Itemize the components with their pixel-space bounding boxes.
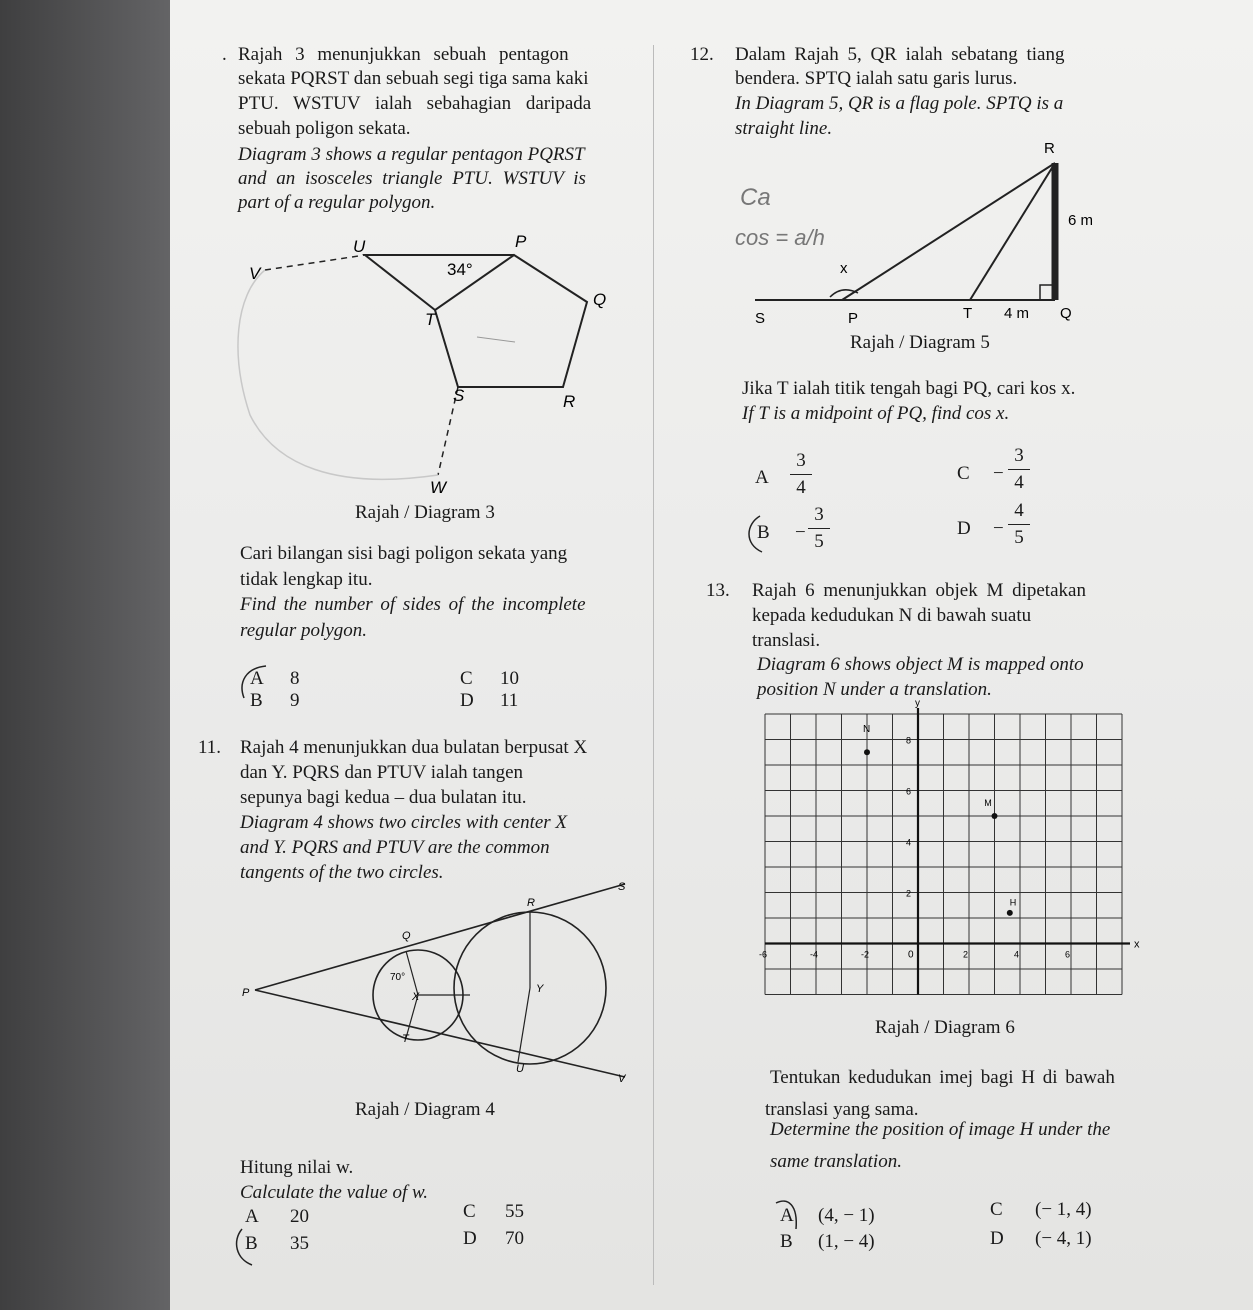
- q10-option-c-letter[interactable]: C: [460, 668, 473, 689]
- q10-line-ms-2: sekata PQRST dan sebuah segi tiga sama kaki: [238, 68, 589, 89]
- label-u4: U: [516, 1063, 524, 1075]
- q11-option-b-value: 35: [290, 1233, 309, 1254]
- q13-question-en-1: Determine the position of image H under the: [770, 1119, 1111, 1140]
- label-s5: S: [755, 310, 766, 327]
- y-tick-label: 6: [906, 786, 912, 797]
- q13-option-c-letter[interactable]: C: [990, 1199, 1003, 1220]
- q10-line-en-2: and an isosceles triangle PTU. WSTUV is: [238, 168, 586, 189]
- q12-question-ms: Jika T ialah titik tengah bagi PQ, cari kos x.: [742, 378, 1076, 399]
- diagram-5: [730, 135, 1110, 330]
- label-w: W: [430, 478, 447, 497]
- q11-option-a-letter[interactable]: A: [245, 1206, 259, 1227]
- q11-line-ms-2: dan Y. PQRS dan PTUV ialah tangen: [240, 762, 524, 783]
- label-r: R: [563, 392, 576, 411]
- diagram-4: [240, 872, 640, 1087]
- q13-line-ms-2: kepada kedudukan N di bawah suatu: [752, 605, 1032, 626]
- q11-question-ms: Hitung nilai w.: [240, 1157, 354, 1178]
- q12-option-b-num: 3: [814, 504, 824, 525]
- q13-option-b-value: (1, − 4): [818, 1231, 875, 1252]
- q10-line-en-1: Diagram 3 shows a regular pentagon PQRST: [238, 144, 585, 165]
- label-r5: R: [1044, 140, 1055, 157]
- q10-question-en-2: regular polygon.: [240, 620, 368, 641]
- label-t4: T: [402, 1033, 409, 1045]
- q12-option-d-sign: −: [993, 518, 1004, 539]
- y-tick-label: 2: [906, 888, 912, 899]
- answer-mark-b12: [742, 512, 782, 557]
- label-s: S: [453, 386, 465, 405]
- q12-option-b-den: 5: [814, 531, 824, 552]
- q11-line-ms-1: Rajah 4 menunjukkan dua bulatan berpusat X: [240, 737, 588, 758]
- q11-option-d-value: 70: [505, 1228, 524, 1249]
- answer-mark-b: [230, 1225, 270, 1270]
- q12-line-ms-1: Dalam Rajah 5, QR ialah sebatang tiang: [735, 44, 1065, 65]
- label-base: 4 m: [1004, 305, 1030, 322]
- axis-label-x: x: [1134, 938, 1140, 951]
- label-q5: Q: [1060, 305, 1072, 322]
- q12-option-b-letter[interactable]: B: [757, 522, 770, 543]
- radius-xq: [406, 951, 418, 995]
- q12-option-a-fraction: [790, 450, 812, 499]
- q10-option-d-value: 11: [500, 690, 519, 711]
- q13-line-en-1: Diagram 6 shows object M is mapped onto: [757, 654, 1084, 675]
- x-tick-label: 2: [963, 949, 969, 960]
- q10-number: .: [222, 44, 227, 65]
- caption-diagram-5: Rajah / Diagram 5: [850, 332, 990, 353]
- x-tick-label: 4: [1014, 949, 1020, 960]
- point-m: [992, 813, 998, 819]
- q13-number: 13.: [706, 580, 730, 601]
- q12-question-en: If T is a midpoint of PQ, find cos x.: [742, 403, 1010, 424]
- q10-line-ms-3: PTU. WSTUV ialah sebahagian daripada: [238, 93, 592, 114]
- q13-option-c-value: (− 1, 4): [1035, 1199, 1092, 1220]
- q11-option-b-letter[interactable]: B: [245, 1233, 258, 1254]
- handwriting-cos: cos = a/h: [735, 225, 825, 250]
- q11-option-c-letter[interactable]: C: [463, 1201, 476, 1222]
- label-q: Q: [593, 290, 607, 309]
- q12-option-a-den: 4: [796, 477, 806, 498]
- label-x4: X: [412, 991, 420, 1003]
- q13-line-en-2: position N under a translation.: [757, 679, 992, 700]
- line-pr: [842, 163, 1055, 300]
- q11-option-c-value: 55: [505, 1201, 524, 1222]
- q11-option-d-letter[interactable]: D: [463, 1228, 477, 1249]
- q13-option-a-value: (4, − 1): [818, 1205, 875, 1226]
- q12-line-en-2: straight line.: [735, 118, 833, 139]
- q12-option-c-den: 4: [1014, 472, 1024, 493]
- label-angle-70: 70°: [390, 972, 406, 983]
- answer-mark-a13: [768, 1195, 808, 1235]
- label-v4: V: [618, 1073, 626, 1085]
- y-tick-label: 8: [906, 735, 912, 746]
- q13-option-a-letter[interactable]: A: [780, 1205, 794, 1226]
- label-u: U: [353, 237, 366, 256]
- point-n: [864, 749, 870, 755]
- q12-line-en-1: In Diagram 5, QR is a flag pole. SPTQ is a: [735, 93, 1064, 114]
- label-m6: M: [984, 797, 992, 808]
- dashed-vu: [265, 255, 365, 270]
- q10-question-en-1: Find the number of sides of the incomplete: [240, 594, 586, 615]
- y-tick-label: 4: [906, 837, 912, 848]
- q11-option-a-value: 20: [290, 1206, 309, 1227]
- q10-line-ms-1: Rajah 3 menunjukkan sebuah pentagon: [238, 44, 569, 65]
- x-tick-label: 6: [1065, 949, 1071, 960]
- label-r4: R: [527, 897, 535, 909]
- q10-option-c-value: 10: [500, 668, 519, 689]
- q13-line-ms-3: translasi.: [752, 630, 821, 651]
- q12-option-d-den: 5: [1014, 527, 1024, 548]
- line-tr: [970, 163, 1055, 300]
- caption-diagram-4: Rajah / Diagram 4: [355, 1099, 495, 1120]
- q11-line-en-2: and Y. PQRS and PTUV are the common: [240, 837, 550, 858]
- q12-option-c-letter[interactable]: C: [957, 463, 970, 484]
- q12-option-a-letter[interactable]: A: [755, 467, 769, 488]
- q12-option-c-fraction: [1008, 445, 1030, 494]
- q11-line-en-3: tangents of the two circles.: [240, 862, 444, 883]
- q12-option-a-num: 3: [796, 450, 806, 471]
- x-tick-label: -4: [810, 949, 819, 960]
- q11-line-ms-3: sepunya bagi kedua – dua bulatan itu.: [240, 787, 527, 808]
- diagram-3: [225, 225, 645, 505]
- q10-option-b-value: 9: [290, 690, 300, 711]
- axis-label-y: y: [915, 700, 920, 709]
- radius-yu: [518, 988, 530, 1062]
- label-p: P: [515, 232, 527, 251]
- polygon-outline: [238, 270, 438, 479]
- origin-label: 0: [908, 949, 914, 961]
- q10-option-b-letter[interactable]: B: [250, 690, 263, 711]
- q11-line-en-1: Diagram 4 shows two circles with center X: [240, 812, 568, 833]
- q10-option-a-letter[interactable]: A: [250, 668, 264, 689]
- label-h6: H: [1009, 897, 1017, 908]
- q10-question-ms-2: tidak lengkap itu.: [240, 569, 373, 590]
- q10-question-ms-1: Cari bilangan sisi bagi poligon sekata yang: [240, 543, 568, 564]
- label-y4: Y: [536, 983, 544, 995]
- q11-number: 11.: [198, 737, 222, 758]
- handwriting-ca: Ca: [740, 184, 771, 211]
- column-divider: [653, 45, 654, 1285]
- q12-number: 12.: [690, 44, 714, 65]
- q13-line-ms-1: Rajah 6 menunjukkan objek M dipetakan: [752, 580, 1086, 601]
- q10-line-ms-4: sebuah poligon sekata.: [238, 118, 411, 139]
- tangent-pqrs: [255, 884, 625, 990]
- caption-diagram-6: Rajah / Diagram 6: [875, 1017, 1015, 1038]
- label-s4: S: [618, 881, 626, 893]
- label-angle-34: 34°: [447, 260, 473, 279]
- q10-line-en-3: part of a regular polygon.: [238, 192, 436, 213]
- label-t5: T: [963, 305, 973, 322]
- angle-mark: [477, 337, 515, 342]
- diagram-6-grid: [755, 700, 1140, 1010]
- label-t: T: [425, 310, 436, 329]
- caption-diagram-3: Rajah / Diagram 3: [355, 502, 495, 523]
- q13-option-b-letter[interactable]: B: [780, 1231, 793, 1252]
- q11-question-en: Calculate the value of w.: [240, 1182, 429, 1203]
- x-tick-label: -2: [861, 949, 870, 960]
- q12-option-d-fraction: [1008, 500, 1030, 549]
- label-p4: P: [242, 987, 250, 999]
- triangle-ptu: [365, 255, 514, 310]
- q12-option-c-num: 3: [1014, 445, 1024, 466]
- q12-option-d-letter[interactable]: D: [957, 518, 971, 539]
- q13-question-ms-2: translasi yang sama.: [765, 1099, 919, 1120]
- point-h: [1007, 910, 1013, 916]
- label-p5: P: [848, 310, 859, 327]
- q13-option-d-letter[interactable]: D: [990, 1228, 1004, 1249]
- label-x5: x: [840, 260, 848, 277]
- q12-line-ms-2: bendera. SPTQ ialah satu garis lurus.: [735, 68, 1018, 89]
- label-q4: Q: [402, 930, 411, 942]
- q10-option-d-letter[interactable]: D: [460, 690, 474, 711]
- q12-option-c-sign: −: [993, 463, 1004, 484]
- label-n6: N: [863, 723, 871, 735]
- label-v: V: [249, 264, 261, 283]
- q12-option-b-fraction: [808, 504, 830, 553]
- q13-question-en-2: same translation.: [770, 1151, 902, 1172]
- q12-option-d-num: 4: [1014, 500, 1024, 521]
- q10-option-a-value: 8: [290, 668, 300, 689]
- label-height: 6 m: [1068, 212, 1094, 229]
- q13-question-ms-1: Tentukan kedudukan imej bagi H di bawah: [770, 1067, 1115, 1088]
- x-tick-label: -6: [759, 949, 768, 960]
- q13-option-d-value: (− 4, 1): [1035, 1228, 1092, 1249]
- q12-option-b-sign: −: [795, 522, 806, 543]
